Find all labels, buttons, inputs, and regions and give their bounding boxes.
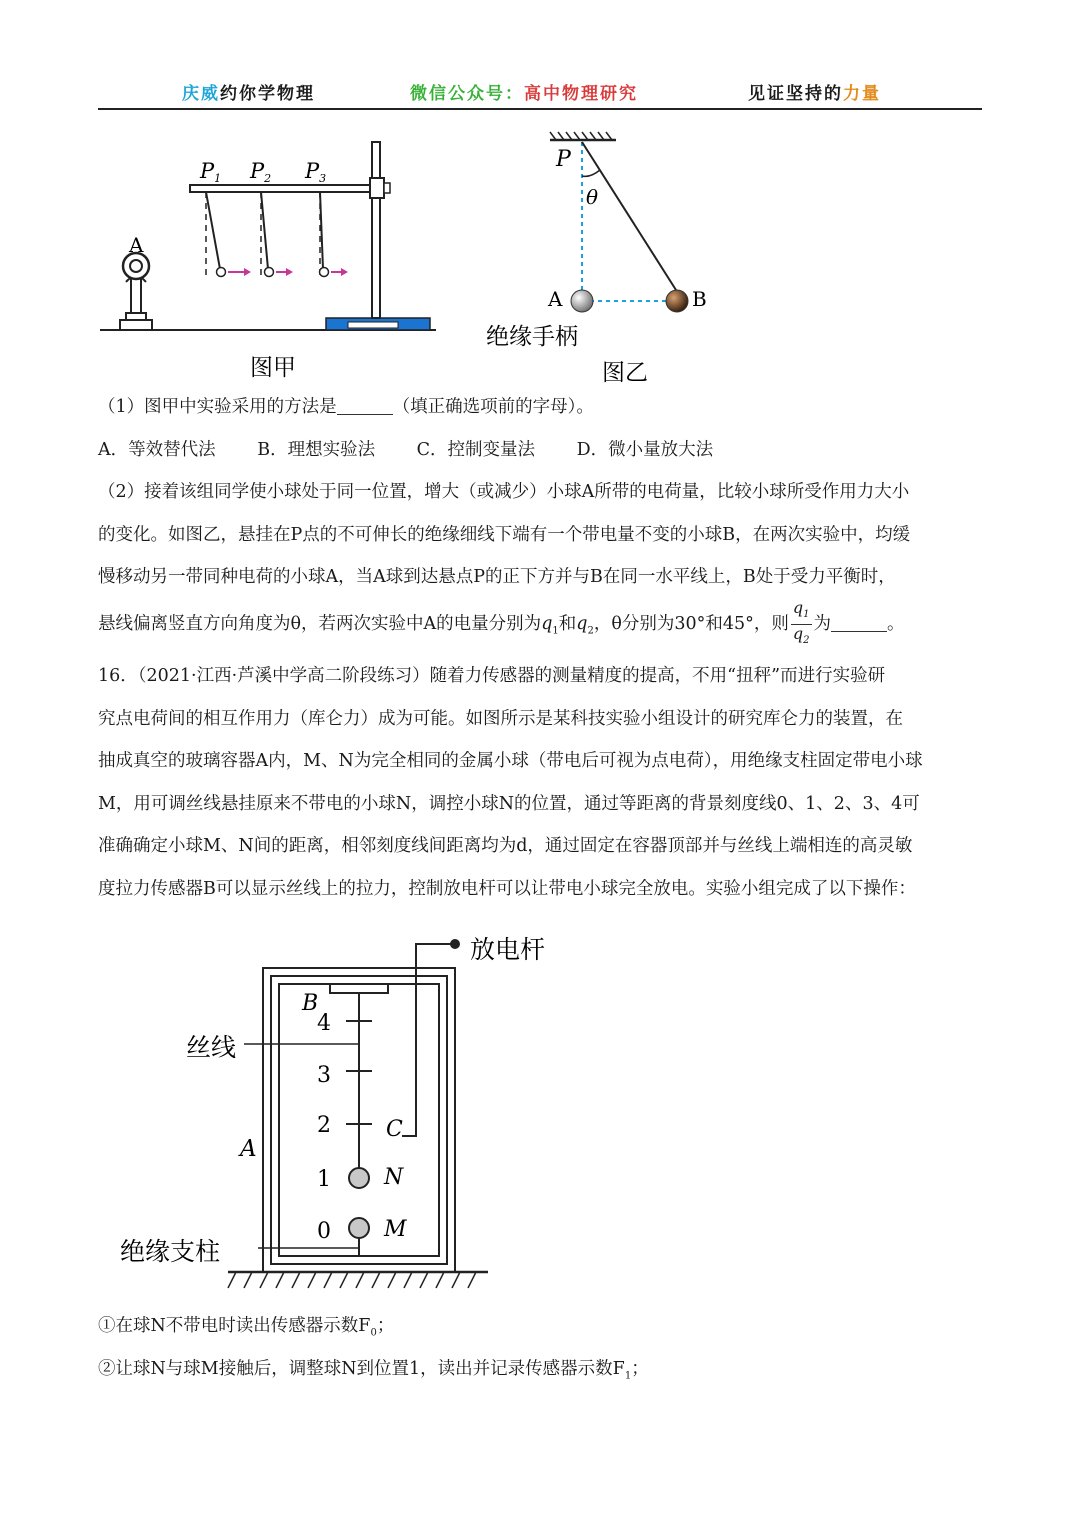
tick-label: 0: [317, 1219, 331, 1244]
pendulum-3: [320, 192, 349, 278]
q15-part2-last-line: [98, 597, 982, 646]
q15-part1-text: （1）图甲中实验采用的方法是: [98, 397, 337, 417]
frac-num-sub: 1: [803, 608, 810, 620]
header-mid: [410, 79, 638, 104]
pendulum-2: [261, 192, 293, 278]
label-b-yi: B: [692, 287, 707, 311]
label-thread: 丝线: [186, 1033, 237, 1062]
option-b: B．理想实验法: [257, 439, 376, 460]
q16-line: 准确确定小球M、N间的距离，相邻刻度线间距离均为d，通过固定在容器顶部并与丝线上端相连的高灵敏: [98, 836, 913, 856]
header-right-text: 见证坚持的: [748, 84, 843, 104]
page-header: [98, 74, 982, 110]
label-a: A: [129, 233, 144, 257]
q15-part1-tail: （填正确选项前的字母）。: [392, 397, 594, 417]
q1-sub: 1: [552, 625, 559, 637]
frac-den-q: q: [792, 623, 804, 643]
header-mid-name: 高中物理研究: [524, 84, 638, 104]
label-container-a: A: [240, 1136, 257, 1162]
tick-label: 1: [317, 1167, 331, 1192]
q15-part1: [98, 386, 982, 429]
label-insulating-handle: 绝缘手柄: [486, 324, 578, 350]
option-a: A．等效替代法: [98, 439, 216, 460]
tick-label: 2: [317, 1113, 331, 1138]
figure-coulomb-apparatus: [110, 928, 546, 1298]
label-p1: P1: [200, 159, 222, 185]
force-sensor: [330, 984, 388, 993]
label-discharge-rod: 放电杆: [470, 935, 546, 964]
q15-end: 。: [887, 613, 905, 634]
step-1-text: ①在球N不带电时读出传感器示数F: [98, 1316, 371, 1336]
label-p: P: [556, 147, 571, 172]
q15-part2-line: 慢移动另一带同种电荷的小球A，当A球到达悬点P的正下方并与B在同一水平线上，B处于受力平衡时，: [98, 567, 896, 587]
q15-part2-line: 的变化。如图乙，悬挂在P点的不可伸长的绝缘细线下端有一个带电量不变的小球B，在两次实验中，均缓: [98, 524, 911, 545]
frac-num-q: q: [792, 597, 804, 617]
label-n: N: [384, 1165, 404, 1190]
label-sensor-b: B: [302, 991, 319, 1016]
q2-sub: 2: [587, 625, 594, 637]
step-2-sub: 1: [624, 1370, 632, 1381]
question-16: [98, 655, 982, 910]
q15-part2-line: （2）接着该组同学使小球处于同一位置，增大（或减少）小球A所带的电荷量，比较小球所受作用力大小: [98, 482, 910, 502]
q1-symbol: q: [541, 613, 553, 634]
label-insulating-pillar: 绝缘支柱: [120, 1237, 221, 1266]
label-theta: θ: [586, 185, 599, 209]
step-2: [98, 1348, 982, 1391]
label-m: M: [384, 1217, 407, 1242]
caption-yi: 图乙: [602, 360, 648, 386]
header-mid-label: 微信公众号：: [410, 84, 524, 104]
q15-options: [98, 429, 982, 472]
q16-line: 究点电荷间的相互作用力（库仑力）成为可能。如图所示是某科技实验小组设计的研究库仑力的装置，在: [98, 708, 903, 729]
header-right-accent: 力量: [843, 84, 881, 104]
charged-ball-stand-a: [120, 253, 152, 330]
figure-jia: [98, 130, 458, 390]
frac-numerator: [791, 599, 812, 625]
step-1-end: ；: [376, 1316, 395, 1336]
label-p3: P3: [305, 159, 327, 185]
q2-symbol: q: [576, 613, 588, 634]
q16-line: M，用可调丝线悬挂原来不带电的小球N，调控小球N的位置，通过等距离的背景刻度线0、1、2、3、4可: [98, 793, 920, 814]
frac-denominator: [793, 625, 810, 650]
ball-n: [349, 1168, 369, 1188]
q16-line: 抽成真空的玻璃容器A内，M、N为完全相同的金属小球（带电后可视为点电荷），用绝缘支柱固定带电小球: [98, 751, 923, 771]
q15-last-c: 为: [813, 613, 832, 634]
header-right: [748, 79, 881, 104]
ball-a: [571, 290, 593, 312]
step-1: [98, 1305, 982, 1348]
label-p2: P2: [250, 159, 272, 185]
q15-last-a: 悬线偏离竖直方向角度为θ，若两次实验中A的电量分别为: [98, 613, 542, 634]
ball-b: [666, 290, 688, 312]
q16-line: 度拉力传感器B可以显示丝线上的拉力，控制放电杆可以让带电小球完全放电。实验小组完成了以下操作：: [98, 878, 916, 899]
answer-blank-2[interactable]: [831, 613, 887, 632]
ball-m: [349, 1218, 369, 1238]
ratio-fraction: [791, 599, 812, 650]
q16-line: 16．（2021·江西·芦溪中学高二阶段练习）随着力传感器的测量精度的提高，不用“扭秤”而进行实验研: [98, 666, 886, 686]
frac-den-sub: 2: [803, 634, 810, 646]
header-left-brand: 庆威: [182, 84, 220, 104]
q15-last-b: ，θ分别为30°和45°，则: [593, 613, 789, 634]
tick-label: 3: [317, 1063, 331, 1088]
caption-jia: 图甲: [250, 355, 296, 381]
header-left-text: 约你学物理: [220, 84, 315, 104]
q15-and: 和: [558, 613, 577, 634]
label-c: C: [386, 1117, 403, 1142]
tick-label: 4: [317, 1011, 331, 1036]
step-1-sub: 0: [370, 1327, 377, 1339]
step-2-end: ；: [631, 1358, 649, 1379]
pendulum-1: [206, 192, 251, 278]
q16-steps: [98, 1305, 982, 1390]
option-c: C．控制变量法: [416, 439, 536, 460]
label-a-yi: A: [548, 287, 563, 311]
step-2-text: ②让球N与球M接触后，调整球N到位置1，读出并记录传感器示数F: [98, 1358, 625, 1379]
figure-yi: [480, 128, 740, 390]
answer-blank-1[interactable]: [337, 396, 393, 415]
header-left: [182, 79, 315, 104]
question-15: [98, 386, 982, 646]
option-d: D．微小量放大法: [576, 439, 714, 460]
